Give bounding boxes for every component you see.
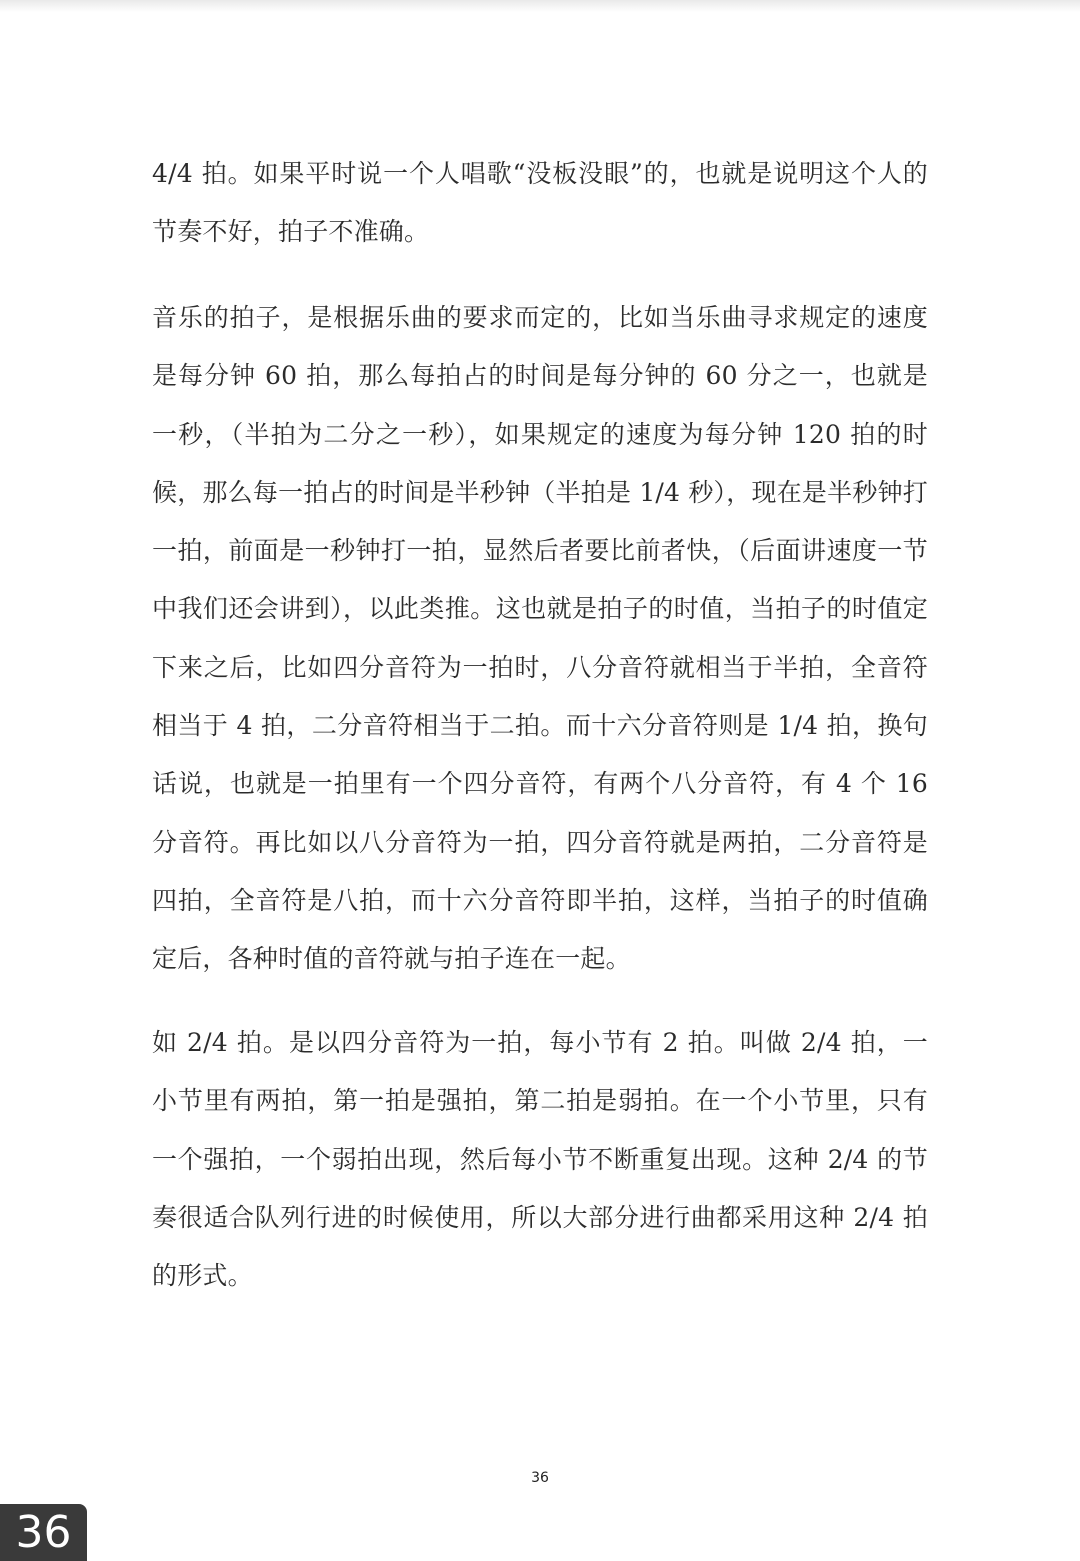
paragraph-text: 如 2/4 拍。是以四分音符为一拍，每小节有 2 拍。叫做 2/4 拍，一小节里有两拍，第一拍是强拍，第二拍是弱拍。在一个小节里，只有一个强拍，一个弱拍出现，然后每小节不断重复出现。这种 2/4 的节奏很适合队列行进的时候使用，所以大部分进行曲都采用这种 2/4 拍的形式。	[152, 1028, 928, 1291]
page-number-footer: 36	[531, 1470, 549, 1486]
page-indicator-badge[interactable]: 36	[0, 1504, 87, 1561]
paragraph-two-four-time	[152, 1014, 928, 1305]
paragraph-time-signature-intro	[152, 145, 928, 262]
paragraph-text: 音乐的拍子，是根据乐曲的要求而定的，比如当乐曲寻求规定的速度是每分钟 60 拍，那么每拍占的时间是每分钟的 60 分之一，也就是一秒，（半拍为二分之一秒），如果规定的速度为每分钟 120 拍的时候，那么每一拍占的时间是半秒钟（半拍是 1/4 秒），现在是半秒钟打一拍，前面是一秒钟打一拍，显然后者要比前者快，（后面讲速度一节中我们还会讲到），以此类推。这也就是拍子的时值，当拍子的时值定下来之后，比如四分音符为一拍时，八分音符就相当于半拍，全音符相当于 4 拍，二分音符相当于二拍。而十六分音符则是 1/4 拍，换句话说，也就是一拍里有一个四分音符，有两个八分音符，有 4 个 16 分音符。再比如以八分音符为一拍，四分音符就是两拍，二分音符是四拍，全音符是八拍，而十六分音符即半拍，这样，当拍子的时值确定后，各种时值的音符就与拍子连在一起。	[152, 303, 928, 974]
paragraph-beat-duration	[152, 289, 928, 989]
paragraph-text: 4/4 拍。如果平时说一个人唱歌“没板没眼”的，也就是说明这个人的节奏不好，拍子不准确。	[152, 159, 928, 247]
